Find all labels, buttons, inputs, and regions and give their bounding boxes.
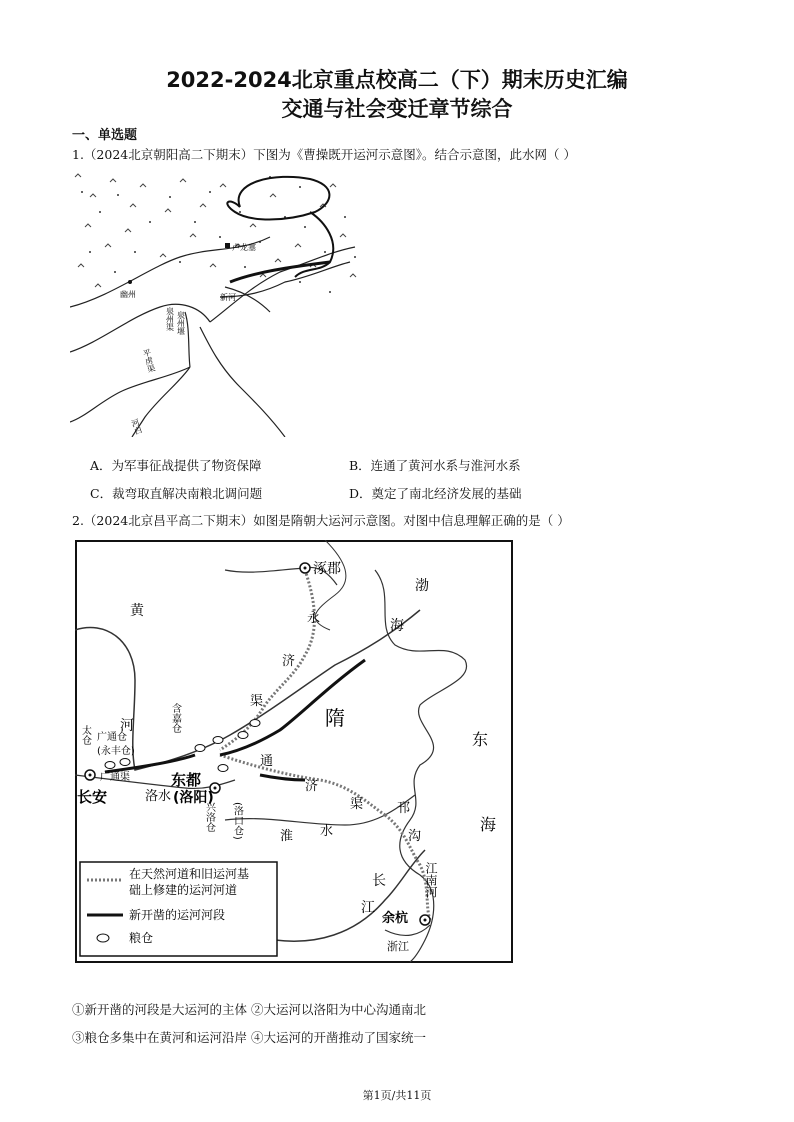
label-bo: 渤 xyxy=(415,578,429,594)
map-legend xyxy=(80,862,277,956)
legend-label-1a: 在天然河道和旧运河基 xyxy=(129,867,250,881)
question-2-stem: 2.（2024北京昌平高二下期末）如图是隋朝大运河示意图。对图中信息理解正确的是（ ） xyxy=(72,513,570,528)
label-tong: 通 xyxy=(260,754,274,769)
label-huai: 淮 xyxy=(280,829,294,844)
question-2-statements-line2: ③粮仓多集中在黄河和运河沿岸 ④大运河的开凿推动了国家统一 xyxy=(72,1030,426,1045)
svg-text:平虏渠: 平虏渠 xyxy=(141,347,157,374)
question-1-option-d[interactable]: D．奠定了南北经济发展的基础 xyxy=(349,486,522,501)
label-hanjia-cang: 含嘉仓 xyxy=(169,703,181,733)
label-zhejiang: 浙江 xyxy=(387,940,409,953)
label-chang: 长 xyxy=(372,873,386,889)
label-tai-cang: 太仓 xyxy=(79,725,91,745)
label-lulongsai: 卢龙塞 xyxy=(232,243,256,252)
label-dongdu: 东都 xyxy=(171,771,202,789)
legend-label-1b: 础上修建的运河河道 xyxy=(129,883,238,897)
svg-text:泉州渠: 泉州渠 xyxy=(165,307,175,331)
river-loop xyxy=(227,177,329,220)
label-han: 邗 xyxy=(397,801,411,816)
label-shui: 水 xyxy=(320,824,334,839)
label-xinhe: 新河 xyxy=(220,293,236,302)
svg-text:河白: 河白 xyxy=(129,417,144,436)
label-yongfeng: (永丰仓) xyxy=(97,746,135,757)
label-jiangnan-he: 江南河 xyxy=(424,862,438,898)
svg-text:泉州堰: 泉州堰 xyxy=(176,311,186,335)
label-yuhang: 余杭 xyxy=(382,911,409,926)
label-xingluo-cang: 兴洛仓 xyxy=(203,802,215,832)
terrain-dots xyxy=(81,176,356,293)
label-changan: 长安 xyxy=(77,788,108,806)
rivers xyxy=(70,237,355,437)
label-gou: 沟 xyxy=(408,829,422,844)
label-ji2: 济 xyxy=(305,779,319,794)
label-jiang: 江 xyxy=(361,900,375,916)
label-quanzhouqu xyxy=(166,306,175,332)
label-guangtong-cang: 广通仓 xyxy=(97,732,127,743)
label-yong: 永 xyxy=(307,611,321,626)
legend-label-3: 粮仓 xyxy=(129,931,154,945)
label-hai1: 海 xyxy=(390,618,404,634)
label-huang: 黄 xyxy=(130,603,144,619)
label-zhuojun: 涿郡 xyxy=(313,561,341,577)
label-hai2: 海 xyxy=(480,815,497,834)
section-heading-single-choice: 一、单选题 xyxy=(72,128,138,143)
label-ji1: 济 xyxy=(282,654,296,669)
map-sui-grand-canal xyxy=(75,540,513,963)
label-guangtong-qu: 广通渠 xyxy=(100,772,130,783)
label-dong: 东 xyxy=(472,730,489,749)
legend-label-2: 新开凿的运河河段 xyxy=(129,908,226,922)
label-quanzhouqi xyxy=(177,310,186,335)
label-sui: 隋 xyxy=(325,706,345,730)
label-luokou-cang: (洛口仓) xyxy=(231,802,243,840)
label-luoyang: (洛阳) xyxy=(173,790,214,806)
question-2-statements-line1: ①新开凿的河段是大运河的主体 ②大运河以洛阳为中心沟通南北 xyxy=(72,1002,426,1017)
document-title-line2: 交通与社会变迁章节综合 xyxy=(281,97,513,121)
label-pinglu xyxy=(142,348,157,375)
question-1-option-b[interactable]: B．连通了黄河水系与淮河水系 xyxy=(349,458,521,473)
question-1-option-c[interactable]: C．裁弯取直解决南粮北调问题 xyxy=(90,486,263,501)
label-luo-shui: 洛水 xyxy=(145,789,172,804)
question-1-stem: 1.（2024北京朝阳高二下期末）下图为《曹操既开运河示意图》。结合示意图，此水网（ ） xyxy=(72,147,576,162)
label-he-river: 河 xyxy=(120,718,134,734)
label-youzhou: 幽州 xyxy=(120,290,136,299)
label-huhe xyxy=(130,417,144,436)
map-cao-cao-canal xyxy=(70,167,364,437)
document-title-line1: 2022-2024北京重点校高二（下）期末历史汇编 xyxy=(166,68,628,92)
page-footer: 第1页/共11页 xyxy=(362,1089,432,1102)
label-qu1: 渠 xyxy=(250,694,264,709)
label-qu2: 渠 xyxy=(350,797,364,812)
question-1-option-a[interactable]: A．为军事征战提供了物资保障 xyxy=(90,458,262,473)
